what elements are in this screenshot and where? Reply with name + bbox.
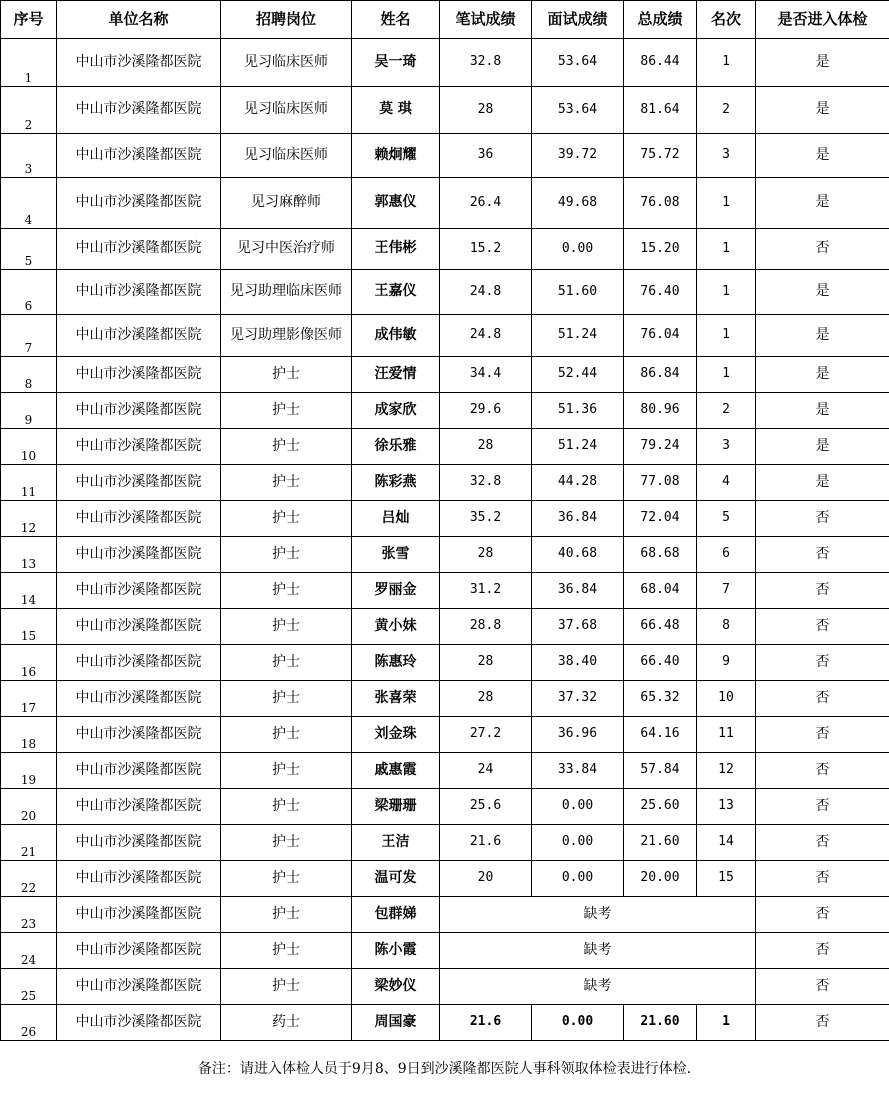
cell-index: 13 [1,537,57,573]
cell-unit: 中山市沙溪隆都医院 [57,933,221,969]
cell-unit: 中山市沙溪隆都医院 [57,39,221,87]
cell-total-score: 77.08 [624,465,697,501]
table-row [1,465,889,501]
cell-post: 护士 [221,861,352,897]
cell-total-score: 64.16 [624,717,697,753]
cell-medical-exam: 否 [756,861,889,897]
cell-index: 5 [1,229,57,270]
cell-name: 戚惠霞 [352,753,440,789]
cell-name: 周国豪 [352,1005,440,1041]
cell-interview-score: 0.00 [532,825,624,861]
table-row [1,87,889,134]
table-row [1,789,889,825]
cell-total-score: 75.72 [624,134,697,178]
cell-written-score: 28.8 [440,609,532,645]
table-row [1,501,889,537]
cell-written-score: 36 [440,134,532,178]
cell-unit: 中山市沙溪隆都医院 [57,134,221,178]
cell-written-score: 29.6 [440,393,532,429]
cell-medical-exam: 否 [756,969,889,1005]
cell-medical-exam: 否 [756,229,889,270]
cell-name: 梁珊珊 [352,789,440,825]
cell-index: 19 [1,753,57,789]
cell-written-score: 15.2 [440,229,532,270]
cell-rank: 1 [697,357,756,393]
cell-name: 王洁 [352,825,440,861]
cell-interview-score: 53.64 [532,39,624,87]
cell-name: 吕灿 [352,501,440,537]
cell-total-score: 21.60 [624,1005,697,1041]
cell-interview-score: 0.00 [532,1005,624,1041]
cell-medical-exam: 否 [756,609,889,645]
cell-written-score: 32.8 [440,39,532,87]
table-row [1,134,889,178]
header-post: 招聘岗位 [221,1,352,39]
cell-rank: 11 [697,717,756,753]
cell-rank: 2 [697,87,756,134]
cell-unit: 中山市沙溪隆都医院 [57,969,221,1005]
header-index: 序号 [1,1,57,39]
cell-written-score: 32.8 [440,465,532,501]
cell-written-score: 31.2 [440,573,532,609]
cell-index: 24 [1,933,57,969]
cell-post: 护士 [221,429,352,465]
table-row [1,825,889,861]
cell-total-score: 15.20 [624,229,697,270]
cell-post: 见习助理影像医师 [221,315,352,357]
table-row [1,229,889,270]
cell-interview-score: 36.84 [532,573,624,609]
cell-total-score: 57.84 [624,753,697,789]
cell-written-score: 28 [440,681,532,717]
cell-medical-exam: 否 [756,645,889,681]
cell-interview-score: 49.68 [532,178,624,229]
cell-index: 1 [1,39,57,87]
cell-name: 刘金珠 [352,717,440,753]
cell-total-score: 86.44 [624,39,697,87]
cell-written-score: 21.6 [440,825,532,861]
cell-unit: 中山市沙溪隆都医院 [57,645,221,681]
cell-name: 赖炯耀 [352,134,440,178]
cell-interview-score: 0.00 [532,861,624,897]
cell-unit: 中山市沙溪隆都医院 [57,1005,221,1041]
header-interview-score: 面试成绩 [532,1,624,39]
header-unit: 单位名称 [57,1,221,39]
table-row [1,1005,889,1041]
cell-absent: 缺考 [440,969,756,1005]
cell-rank: 1 [697,39,756,87]
cell-written-score: 35.2 [440,501,532,537]
cell-total-score: 66.48 [624,609,697,645]
cell-index: 12 [1,501,57,537]
cell-post: 护士 [221,789,352,825]
cell-medical-exam: 否 [756,789,889,825]
cell-rank: 6 [697,537,756,573]
cell-post: 护士 [221,501,352,537]
cell-medical-exam: 是 [756,393,889,429]
cell-written-score: 28 [440,537,532,573]
cell-index: 6 [1,270,57,315]
cell-medical-exam: 是 [756,429,889,465]
cell-index: 26 [1,1005,57,1041]
header-medical-exam: 是否进入体检 [756,1,889,39]
table-row [1,609,889,645]
cell-name: 张雪 [352,537,440,573]
cell-total-score: 80.96 [624,393,697,429]
table-row [1,270,889,315]
cell-interview-score: 44.28 [532,465,624,501]
cell-index: 14 [1,573,57,609]
cell-post: 护士 [221,825,352,861]
table-row [1,969,889,1005]
cell-post: 护士 [221,753,352,789]
cell-name: 温可发 [352,861,440,897]
table-row [1,861,889,897]
cell-interview-score: 51.24 [532,315,624,357]
cell-total-score: 25.60 [624,789,697,825]
cell-name: 陈惠玲 [352,645,440,681]
cell-interview-score: 36.96 [532,717,624,753]
cell-unit: 中山市沙溪隆都医院 [57,429,221,465]
cell-index: 21 [1,825,57,861]
cell-medical-exam: 是 [756,357,889,393]
cell-unit: 中山市沙溪隆都医院 [57,609,221,645]
table-row [1,717,889,753]
cell-index: 7 [1,315,57,357]
cell-unit: 中山市沙溪隆都医院 [57,315,221,357]
cell-name: 郭惠仪 [352,178,440,229]
cell-post: 护士 [221,969,352,1005]
table-row [1,681,889,717]
cell-total-score: 79.24 [624,429,697,465]
cell-name: 吴一琦 [352,39,440,87]
cell-interview-score: 51.36 [532,393,624,429]
cell-rank: 5 [697,501,756,537]
cell-index: 20 [1,789,57,825]
cell-medical-exam: 是 [756,315,889,357]
cell-unit: 中山市沙溪隆都医院 [57,681,221,717]
cell-total-score: 65.32 [624,681,697,717]
header-name: 姓名 [352,1,440,39]
cell-total-score: 21.60 [624,825,697,861]
cell-post: 护士 [221,465,352,501]
cell-unit: 中山市沙溪隆都医院 [57,465,221,501]
cell-medical-exam: 是 [756,178,889,229]
cell-medical-exam: 是 [756,39,889,87]
cell-interview-score: 36.84 [532,501,624,537]
cell-name: 陈小霞 [352,933,440,969]
cell-name: 包群娣 [352,897,440,933]
cell-post: 护士 [221,573,352,609]
cell-interview-score: 0.00 [532,789,624,825]
cell-total-score: 81.64 [624,87,697,134]
cell-index: 25 [1,969,57,1005]
cell-unit: 中山市沙溪隆都医院 [57,825,221,861]
cell-interview-score: 51.60 [532,270,624,315]
cell-rank: 15 [697,861,756,897]
cell-name: 罗丽金 [352,573,440,609]
cell-name: 张喜荣 [352,681,440,717]
header-row [1,1,889,39]
cell-absent: 缺考 [440,897,756,933]
header-rank: 名次 [697,1,756,39]
cell-total-score: 68.04 [624,573,697,609]
cell-index: 22 [1,861,57,897]
cell-medical-exam: 否 [756,753,889,789]
cell-total-score: 86.84 [624,357,697,393]
cell-unit: 中山市沙溪隆都医院 [57,357,221,393]
cell-rank: 2 [697,393,756,429]
cell-medical-exam: 否 [756,1005,889,1041]
cell-rank: 1 [697,1005,756,1041]
table-body [1,39,889,1041]
table-row [1,537,889,573]
table-row [1,39,889,87]
cell-post: 护士 [221,393,352,429]
cell-rank: 3 [697,429,756,465]
cell-unit: 中山市沙溪隆都医院 [57,897,221,933]
cell-post: 护士 [221,897,352,933]
cell-written-score: 28 [440,87,532,134]
cell-medical-exam: 是 [756,465,889,501]
table-row [1,178,889,229]
cell-written-score: 28 [440,429,532,465]
cell-unit: 中山市沙溪隆都医院 [57,501,221,537]
cell-post: 见习临床医师 [221,87,352,134]
cell-index: 3 [1,134,57,178]
cell-index: 15 [1,609,57,645]
cell-name: 成家欣 [352,393,440,429]
table-row [1,429,889,465]
cell-post: 见习助理临床医师 [221,270,352,315]
cell-name: 莫 琪 [352,87,440,134]
cell-medical-exam: 否 [756,933,889,969]
cell-written-score: 26.4 [440,178,532,229]
cell-unit: 中山市沙溪隆都医院 [57,229,221,270]
cell-name: 徐乐雅 [352,429,440,465]
cell-medical-exam: 是 [756,134,889,178]
cell-total-score: 76.08 [624,178,697,229]
table-row [1,393,889,429]
cell-medical-exam: 否 [756,681,889,717]
cell-written-score: 24.8 [440,270,532,315]
cell-rank: 7 [697,573,756,609]
cell-interview-score: 51.24 [532,429,624,465]
cell-unit: 中山市沙溪隆都医院 [57,861,221,897]
cell-rank: 8 [697,609,756,645]
cell-medical-exam: 否 [756,897,889,933]
cell-medical-exam: 否 [756,825,889,861]
cell-rank: 1 [697,270,756,315]
header-total-score: 总成绩 [624,1,697,39]
cell-medical-exam: 否 [756,717,889,753]
cell-index: 2 [1,87,57,134]
cell-post: 见习临床医师 [221,134,352,178]
cell-interview-score: 38.40 [532,645,624,681]
cell-total-score: 76.40 [624,270,697,315]
cell-index: 23 [1,897,57,933]
cell-rank: 1 [697,229,756,270]
table-row [1,933,889,969]
cell-rank: 10 [697,681,756,717]
cell-written-score: 34.4 [440,357,532,393]
cell-written-score: 24 [440,753,532,789]
cell-medical-exam: 否 [756,501,889,537]
cell-interview-score: 52.44 [532,357,624,393]
table-row [1,357,889,393]
cell-post: 见习麻醉师 [221,178,352,229]
cell-index: 11 [1,465,57,501]
cell-name: 汪爱情 [352,357,440,393]
footnote: 备注：请进入体检人员于9月8、9日到沙溪隆都医院人事科领取体检表进行体检. [197,1061,692,1077]
cell-unit: 中山市沙溪隆都医院 [57,270,221,315]
cell-post: 药士 [221,1005,352,1041]
table-row [1,573,889,609]
cell-post: 见习临床医师 [221,39,352,87]
cell-total-score: 66.40 [624,645,697,681]
cell-name: 王嘉仪 [352,270,440,315]
cell-index: 10 [1,429,57,465]
cell-rank: 9 [697,645,756,681]
table-row [1,315,889,357]
cell-index: 18 [1,717,57,753]
cell-unit: 中山市沙溪隆都医院 [57,178,221,229]
cell-total-score: 76.04 [624,315,697,357]
cell-interview-score: 0.00 [532,229,624,270]
cell-medical-exam: 是 [756,87,889,134]
cell-total-score: 68.68 [624,537,697,573]
cell-index: 8 [1,357,57,393]
cell-written-score: 24.8 [440,315,532,357]
cell-rank: 12 [697,753,756,789]
cell-index: 17 [1,681,57,717]
cell-name: 陈彩燕 [352,465,440,501]
cell-post: 护士 [221,717,352,753]
cell-rank: 1 [697,178,756,229]
cell-interview-score: 33.84 [532,753,624,789]
cell-unit: 中山市沙溪隆都医院 [57,789,221,825]
cell-rank: 14 [697,825,756,861]
header-written-score: 笔试成绩 [440,1,532,39]
cell-total-score: 72.04 [624,501,697,537]
cell-post: 护士 [221,537,352,573]
cell-unit: 中山市沙溪隆都医院 [57,87,221,134]
cell-name: 黄小妹 [352,609,440,645]
cell-post: 见习中医治疗师 [221,229,352,270]
cell-unit: 中山市沙溪隆都医院 [57,717,221,753]
cell-post: 护士 [221,681,352,717]
cell-written-score: 27.2 [440,717,532,753]
cell-index: 9 [1,393,57,429]
cell-medical-exam: 否 [756,573,889,609]
cell-medical-exam: 是 [756,270,889,315]
cell-medical-exam: 否 [756,537,889,573]
cell-unit: 中山市沙溪隆都医院 [57,393,221,429]
cell-rank: 13 [697,789,756,825]
cell-unit: 中山市沙溪隆都医院 [57,537,221,573]
cell-unit: 中山市沙溪隆都医院 [57,573,221,609]
cell-post: 护士 [221,609,352,645]
cell-name: 梁妙仪 [352,969,440,1005]
cell-interview-score: 37.32 [532,681,624,717]
table-row [1,753,889,789]
cell-written-score: 21.6 [440,1005,532,1041]
cell-rank: 3 [697,134,756,178]
cell-interview-score: 53.64 [532,87,624,134]
cell-rank: 1 [697,315,756,357]
cell-index: 16 [1,645,57,681]
cell-rank: 4 [697,465,756,501]
cell-post: 护士 [221,645,352,681]
cell-unit: 中山市沙溪隆都医院 [57,753,221,789]
table-row [1,897,889,933]
cell-name: 王伟彬 [352,229,440,270]
cell-index: 4 [1,178,57,229]
cell-interview-score: 39.72 [532,134,624,178]
cell-absent: 缺考 [440,933,756,969]
cell-name: 成伟敏 [352,315,440,357]
cell-post: 护士 [221,357,352,393]
cell-total-score: 20.00 [624,861,697,897]
cell-interview-score: 37.68 [532,609,624,645]
cell-written-score: 25.6 [440,789,532,825]
table-row [1,645,889,681]
cell-written-score: 20 [440,861,532,897]
cell-interview-score: 40.68 [532,537,624,573]
cell-written-score: 28 [440,645,532,681]
cell-post: 护士 [221,933,352,969]
